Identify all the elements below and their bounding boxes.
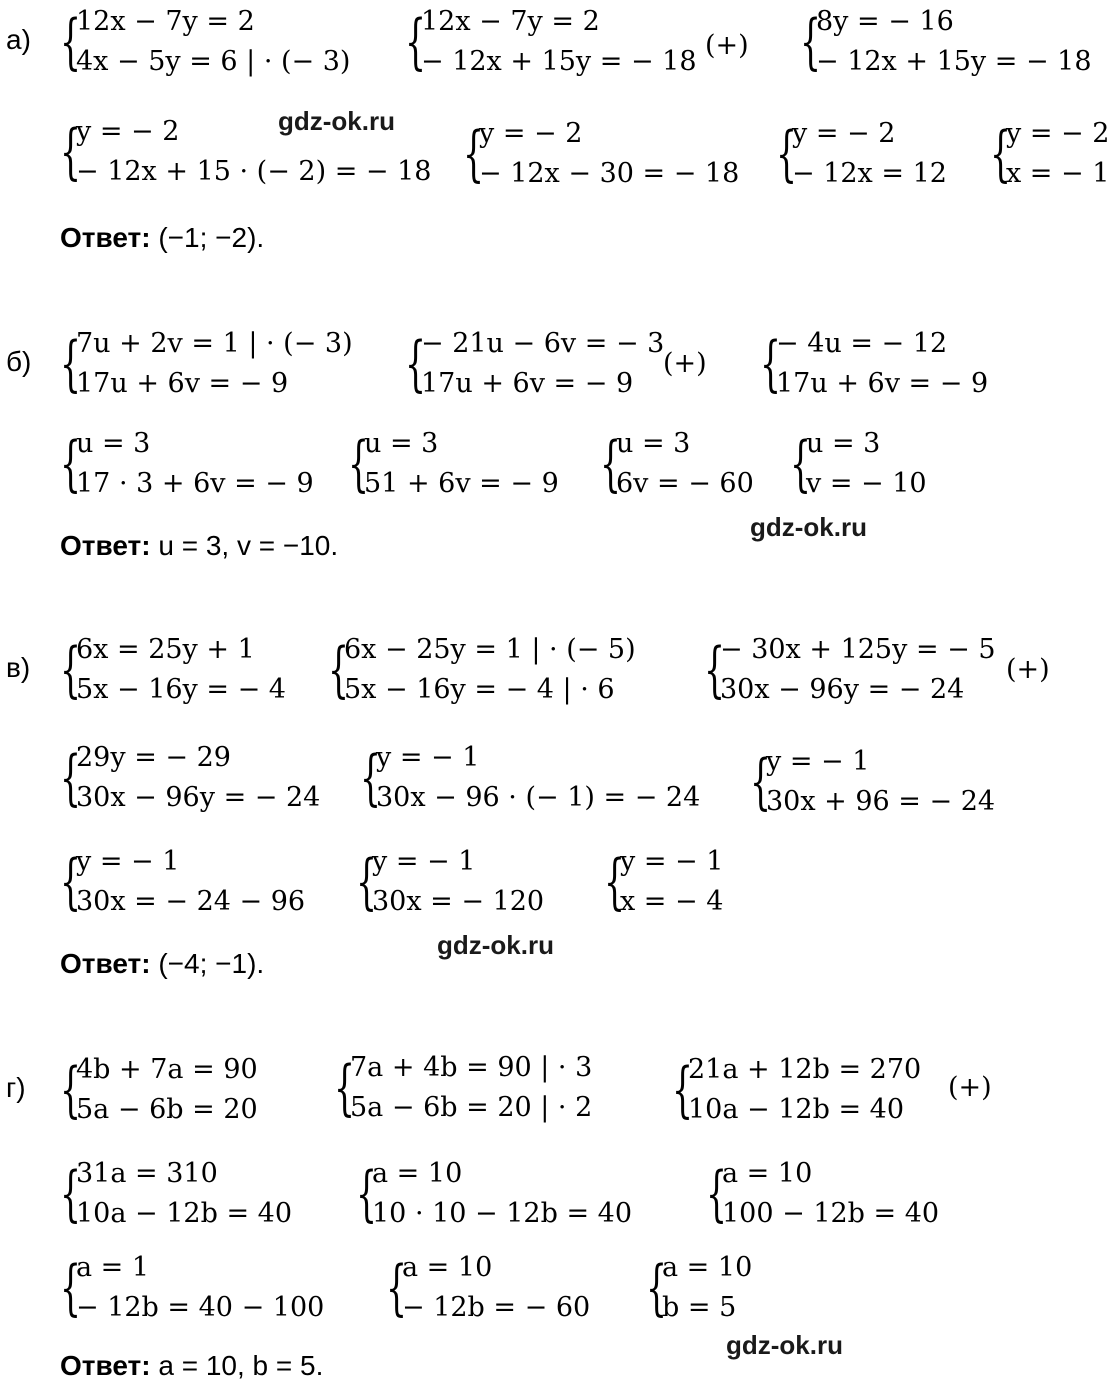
answer-label: Ответ: xyxy=(60,530,151,561)
equation: u = 3 xyxy=(806,428,881,459)
equation-system xyxy=(706,1154,939,1234)
equation-system xyxy=(990,114,1109,194)
equation: 100 − 12b = 40 xyxy=(722,1198,940,1229)
equation: − 30x + 125y = − 5 xyxy=(720,634,996,665)
brace: { xyxy=(750,747,772,817)
equation-system xyxy=(405,2,697,82)
brace: { xyxy=(60,847,82,917)
equation-system xyxy=(60,842,305,922)
equation-system xyxy=(600,424,754,504)
equation-system xyxy=(356,1154,632,1234)
equation: 4x − 5y = 6 | · (− 3) xyxy=(76,46,351,77)
addition-mark: (+) xyxy=(705,30,749,61)
brace: { xyxy=(386,1253,408,1323)
equation: 6v = − 60 xyxy=(616,468,754,499)
equation: v = − 10 xyxy=(806,468,927,499)
equation: 30x − 96 · (− 1) = − 24 xyxy=(376,782,701,813)
answer-a xyxy=(60,222,264,254)
equation-system xyxy=(348,424,559,504)
equation: y = − 2 xyxy=(76,116,180,147)
equation: y = − 2 xyxy=(479,118,583,149)
equation: x = − 1 xyxy=(1006,158,1110,189)
equation: 5a − 6b = 20 | · 2 xyxy=(350,1092,593,1123)
brace: { xyxy=(60,117,82,187)
brace: { xyxy=(790,429,812,499)
brace: { xyxy=(348,429,370,499)
equation: − 21u − 6v = − 3 xyxy=(421,328,665,359)
addition-mark: (+) xyxy=(663,348,707,379)
brace: { xyxy=(760,329,782,399)
part-label-b: б) xyxy=(6,346,32,377)
answer-value: u = 3, v = −10. xyxy=(158,530,339,561)
equation: 12x − 7y = 2 xyxy=(421,6,600,37)
equation: b = 5 xyxy=(662,1292,737,1323)
equation: y = − 2 xyxy=(792,118,896,149)
brace: { xyxy=(360,743,382,813)
brace: { xyxy=(60,7,82,77)
equation: u = 3 xyxy=(76,428,151,459)
brace: { xyxy=(604,847,626,917)
brace: { xyxy=(405,7,427,77)
brace: { xyxy=(463,119,485,189)
equation: 30x = − 24 − 96 xyxy=(76,886,306,917)
watermark: gdz-ok.ru xyxy=(278,106,395,136)
equation: − 12x = 12 xyxy=(792,158,947,189)
equation: 21a + 12b = 270 xyxy=(688,1054,922,1085)
brace: { xyxy=(334,1053,356,1123)
equation: 5x − 16y = − 4 xyxy=(76,674,286,705)
brace: { xyxy=(328,635,350,705)
brace: { xyxy=(405,329,427,399)
answer-value: (−1; −2). xyxy=(158,222,265,253)
equation-system xyxy=(60,1050,258,1130)
equation: u = 3 xyxy=(364,428,439,459)
answer-label: Ответ: xyxy=(60,1350,151,1381)
equation: − 12x + 15 · (− 2) = − 18 xyxy=(76,156,432,187)
equation: y = − 1 xyxy=(372,846,476,877)
equation: 31a = 310 xyxy=(76,1158,218,1189)
equation: u = 3 xyxy=(616,428,691,459)
equation-system xyxy=(604,842,723,922)
brace: { xyxy=(60,743,82,813)
equation: 6x = 25y + 1 xyxy=(76,634,255,665)
brace: { xyxy=(800,7,822,77)
addition-mark: (+) xyxy=(948,1072,992,1103)
equation: 30x = − 120 xyxy=(372,886,545,917)
equation: 5a − 6b = 20 xyxy=(76,1094,258,1125)
equation: y = − 1 xyxy=(376,742,480,773)
brace: { xyxy=(672,1055,694,1125)
equation-system xyxy=(646,1248,752,1328)
equation-system xyxy=(60,2,350,82)
equation: a = 10 xyxy=(402,1252,493,1283)
equation: a = 10 xyxy=(722,1158,813,1189)
equation: 17u + 6v = − 9 xyxy=(421,368,634,399)
equation: a = 10 xyxy=(372,1158,463,1189)
equation-system xyxy=(360,738,700,818)
equation-system xyxy=(356,842,544,922)
equation-system xyxy=(405,324,664,404)
equation-system xyxy=(463,114,739,194)
equation: 12x − 7y = 2 xyxy=(76,6,255,37)
equation-system xyxy=(60,1154,292,1234)
equation: − 4u = − 12 xyxy=(776,328,948,359)
answer-value: a = 10, b = 5. xyxy=(158,1350,324,1381)
brace: { xyxy=(60,1055,82,1125)
brace: { xyxy=(60,429,82,499)
equation: 10 · 10 − 12b = 40 xyxy=(372,1198,633,1229)
equation: x = − 4 xyxy=(620,886,724,917)
brace: { xyxy=(60,329,82,399)
addition-mark: (+) xyxy=(1006,654,1050,685)
equation: 51 + 6v = − 9 xyxy=(364,468,559,499)
equation: a = 10 xyxy=(662,1252,753,1283)
part-label-a: а) xyxy=(6,24,31,55)
equation: 10a − 12b = 40 xyxy=(76,1198,293,1229)
equation-system xyxy=(386,1248,590,1328)
equation-system xyxy=(60,630,286,710)
watermark: gdz-ok.ru xyxy=(437,930,554,960)
answer-c xyxy=(60,948,264,980)
answer-label: Ответ: xyxy=(60,948,151,979)
answer-d xyxy=(60,1350,323,1382)
equation: 17u + 6v = − 9 xyxy=(76,368,289,399)
equation-system xyxy=(672,1050,921,1130)
equation-system xyxy=(760,324,988,404)
brace: { xyxy=(704,635,726,705)
equation: − 12b = 40 − 100 xyxy=(76,1292,325,1323)
equation: 30x + 96 = − 24 xyxy=(766,786,996,817)
part-label-c: в) xyxy=(6,652,31,683)
equation-system xyxy=(60,324,353,404)
equation: a = 1 xyxy=(76,1252,150,1283)
brace: { xyxy=(600,429,622,499)
equation: y = − 1 xyxy=(620,846,724,877)
equation-system xyxy=(328,630,636,710)
equation-system xyxy=(60,424,314,504)
equation: y = − 1 xyxy=(766,746,870,777)
equation-system xyxy=(750,742,995,822)
equation: 30x − 96y = − 24 xyxy=(76,782,321,813)
equation: 29y = − 29 xyxy=(76,742,231,773)
watermark: gdz-ok.ru xyxy=(726,1330,843,1360)
brace: { xyxy=(356,847,378,917)
equation: 7a + 4b = 90 | · 3 xyxy=(350,1052,593,1083)
equation-system xyxy=(704,630,996,710)
equation: 8y = − 16 xyxy=(816,6,954,37)
brace: { xyxy=(990,119,1012,189)
brace: { xyxy=(776,119,798,189)
equation: 5x − 16y = − 4 | · 6 xyxy=(344,674,615,705)
equation: 4b + 7a = 90 xyxy=(76,1054,258,1085)
equation: 17 · 3 + 6v = − 9 xyxy=(76,468,314,499)
equation: − 12b = − 60 xyxy=(402,1292,591,1323)
brace: { xyxy=(356,1159,378,1229)
equation-system xyxy=(334,1048,592,1128)
equation-system xyxy=(60,738,320,818)
brace: { xyxy=(60,1159,82,1229)
equation: − 12x + 15y = − 18 xyxy=(816,46,1092,77)
equation-system xyxy=(776,114,947,194)
equation: y = − 1 xyxy=(76,846,180,877)
answer-b xyxy=(60,530,338,562)
equation-system xyxy=(60,1248,324,1328)
equation: − 12x − 30 = − 18 xyxy=(479,158,740,189)
equation: y = − 2 xyxy=(1006,118,1110,149)
equation: 30x − 96y = − 24 xyxy=(720,674,965,705)
brace: { xyxy=(60,1253,82,1323)
equation: 7u + 2v = 1 | · (− 3) xyxy=(76,328,353,359)
equation: 10a − 12b = 40 xyxy=(688,1094,905,1125)
part-label-d: г) xyxy=(6,1072,26,1103)
brace: { xyxy=(646,1253,668,1323)
equation: 17u + 6v = − 9 xyxy=(776,368,989,399)
equation: − 12x + 15y = − 18 xyxy=(421,46,697,77)
answer-value: (−4; −1). xyxy=(158,948,265,979)
equation-system xyxy=(790,424,927,504)
brace: { xyxy=(60,635,82,705)
answer-label: Ответ: xyxy=(60,222,151,253)
equation: 6x − 25y = 1 | · (− 5) xyxy=(344,634,636,665)
watermark: gdz-ok.ru xyxy=(750,512,867,542)
brace: { xyxy=(706,1159,728,1229)
equation-system xyxy=(800,2,1092,82)
